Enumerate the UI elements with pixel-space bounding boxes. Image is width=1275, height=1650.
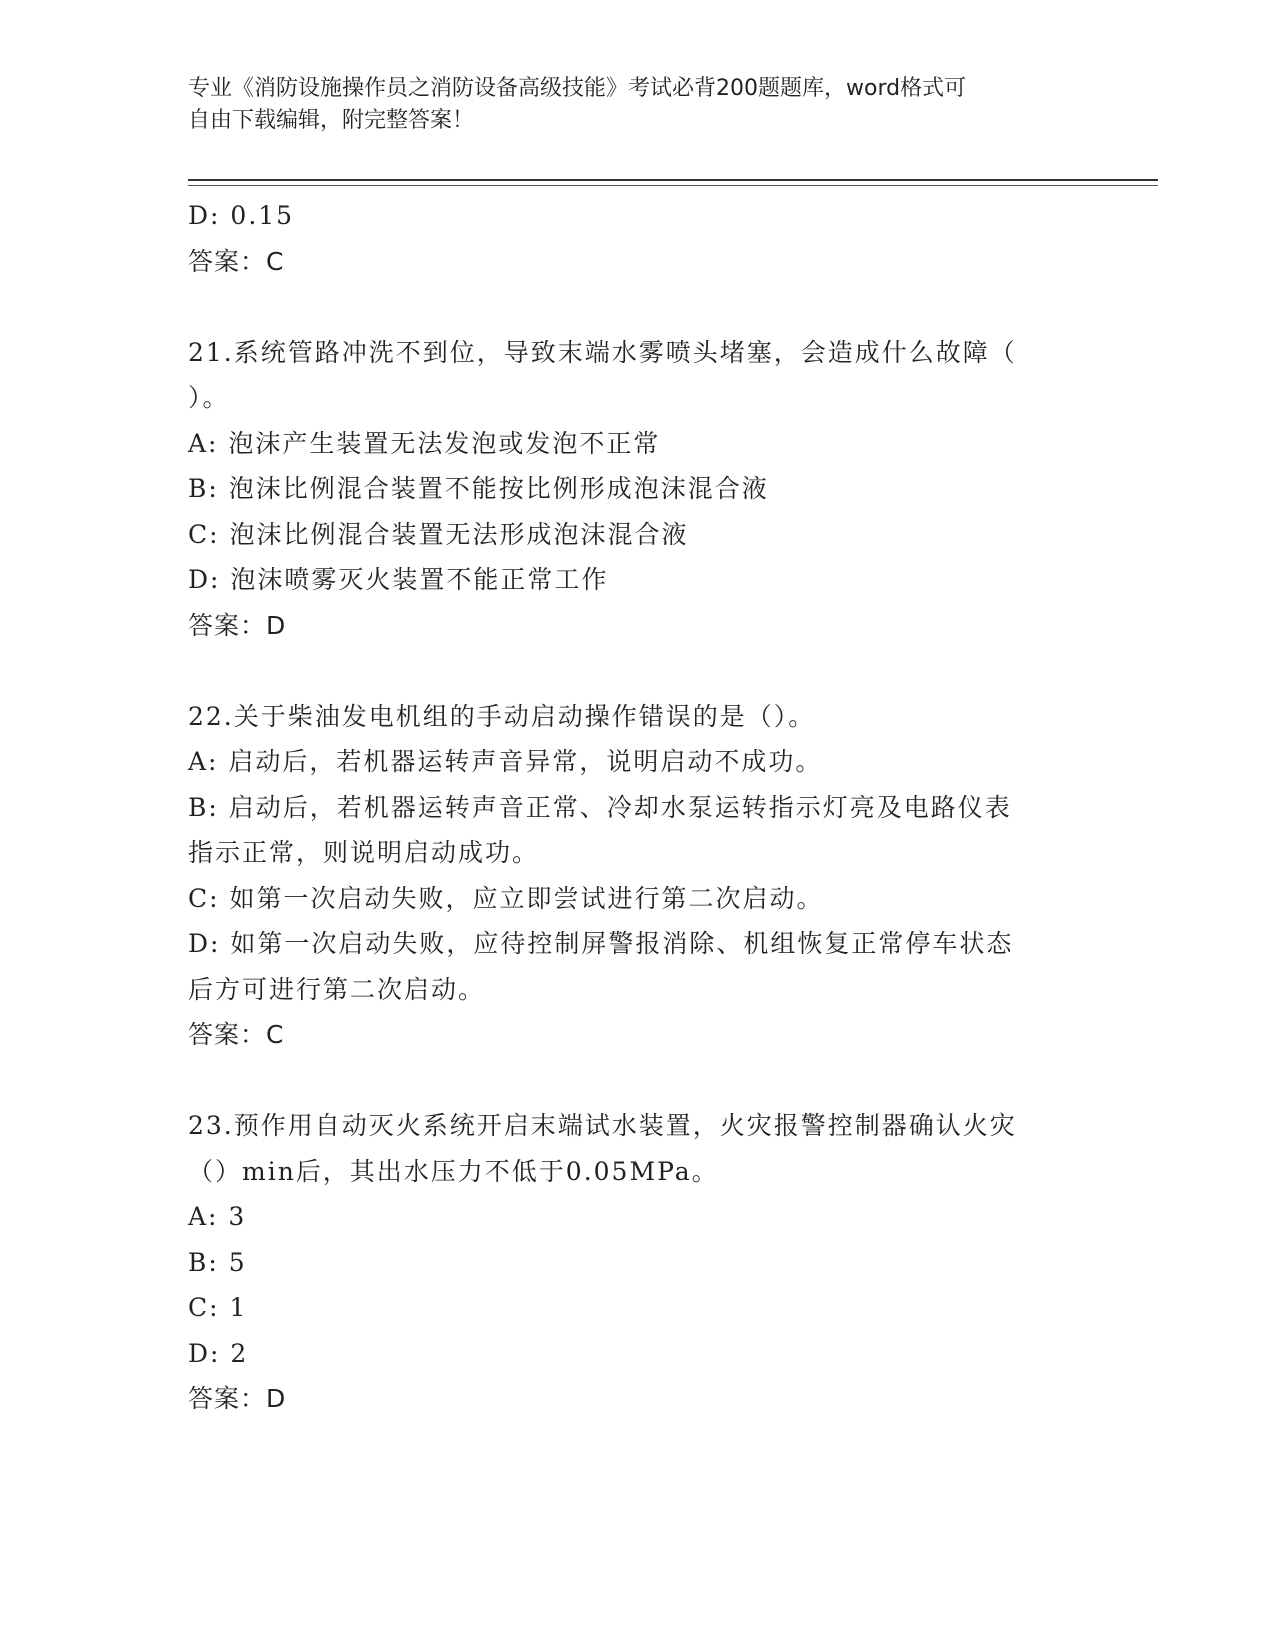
option-d: D: 泡沫喷雾灭火装置不能正常工作 [188, 565, 609, 594]
question-22 [188, 694, 1088, 1058]
answer: 答案：C [188, 1020, 285, 1049]
question-stem: 21.系统管路冲洗不到位，导致末端水雾喷头堵塞，会造成什么故障（ [188, 337, 1017, 367]
option-a: A: 3 [188, 1202, 247, 1231]
question-stem: 22.关于柴油发电机组的手动启动操作错误的是（）。 [188, 701, 816, 731]
option-b-cont: 指示正常，则说明启动成功。 [188, 838, 540, 867]
page-header [188, 73, 1068, 137]
spacer [188, 1058, 1088, 1104]
option-c: C: 泡沫比例混合装置无法形成泡沫混合液 [188, 519, 689, 549]
question-21 [188, 330, 1088, 649]
header-line-1: 专业《消防设施操作员之消防设备高级技能》考试必背200题题库，word格式可 [188, 76, 967, 101]
option-a: A: 泡沫产生装置无法发泡或发泡不正常 [188, 428, 661, 458]
question-23 [188, 1103, 1088, 1422]
header-rule-thick [188, 179, 1158, 181]
header-line-2: 自由下载编辑，附完整答案！ [188, 108, 475, 133]
option-d: D: 如第一次启动失败，应待控制屏警报消除、机组恢复正常停车状态 [188, 929, 1014, 958]
answer: 答案：D [188, 610, 287, 640]
question-stem-cont: ）。 [188, 383, 230, 412]
question-stem: 23.预作用自动灭火系统开启末端试水装置，火灾报警控制器确认火灾 [188, 1111, 1017, 1140]
question-stem-cont: （）min后，其出水压力不低于0.05MPa。 [188, 1156, 719, 1186]
spacer [188, 648, 1088, 694]
option-b: B: 启动后，若机器运转声音正常、冷却水泵运转指示灯亮及电路仪表 [188, 792, 1012, 822]
option-b: B: 泡沫比例混合装置不能按比例形成泡沫混合液 [188, 474, 769, 503]
prev-option-d: D: 0.15 [188, 201, 295, 230]
option-c: C: 1 [188, 1293, 248, 1322]
question-content [188, 193, 1088, 1422]
answer: 答案：D [188, 1384, 287, 1413]
option-d-cont: 后方可进行第二次启动。 [188, 974, 486, 1004]
prev-answer: 答案：C [188, 246, 285, 276]
option-a: A: 启动后，若机器运转声音异常，说明启动不成功。 [188, 747, 823, 776]
header-rule-thin [188, 185, 1158, 186]
option-d: D: 2 [188, 1338, 249, 1368]
option-b: B: 5 [188, 1247, 247, 1277]
spacer [188, 284, 1088, 330]
option-c: C: 如第一次启动失败，应立即尝试进行第二次启动。 [188, 883, 824, 913]
